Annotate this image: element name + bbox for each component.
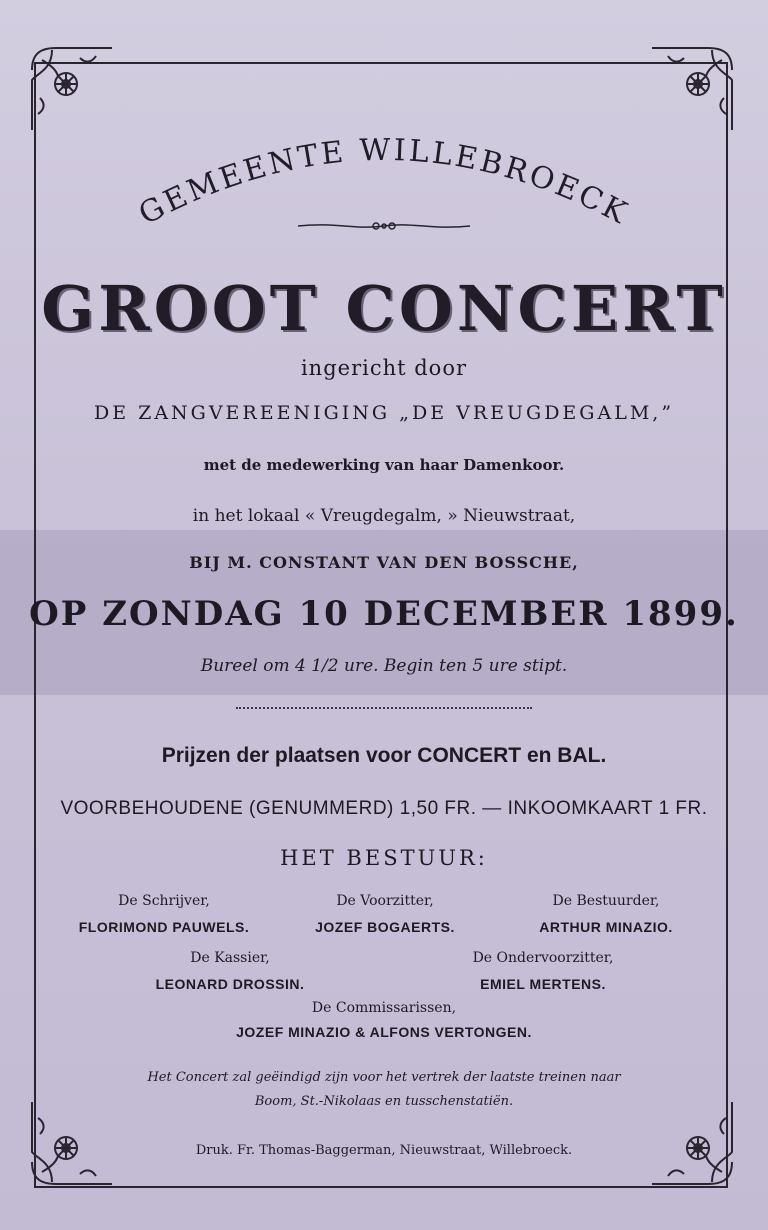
event-date: OP ZONDAG 10 DECEMBER 1899.	[29, 594, 739, 634]
venue-line: in het lokaal « Vreugdegalm, » Nieuwstraat,	[192, 506, 576, 526]
society-name: DE ZANGVEREENIGING „DE VREUGDEGALM,”	[93, 402, 675, 424]
ornament-divider-icon	[296, 218, 472, 234]
dotted-separator	[236, 707, 532, 709]
board-member-name: JOZEF BOGAERTS.	[315, 919, 455, 935]
host-line: BIJ M. CONSTANT VAN DEN BOSSCHE,	[189, 553, 579, 572]
board-role: De Ondervoorzitter,	[472, 950, 614, 966]
prices-line: VOORBEHOUDENE (GENUMMERD) 1,50 FR. — INKOOMKAART 1 FR.	[60, 798, 708, 819]
board-member-name: JOZEF MINAZIO & ALFONS VERTONGEN.	[236, 1024, 532, 1040]
prices-heading: Prijzen der plaatsen voor CONCERT en BAL.	[161, 744, 607, 767]
board-role: De Kassier,	[190, 950, 270, 966]
organised-by: ingericht door	[300, 356, 468, 380]
board-role: De Schrijver,	[118, 893, 210, 909]
municipality-heading	[100, 100, 668, 260]
board-member-name: LEONARD DROSSIN.	[155, 976, 305, 992]
train-note: Het Concert zal geëindigd zijn voor het vertrek der laatste treinen naar	[147, 1070, 621, 1085]
board-member-name: FLORIMOND PAUWELS.	[78, 919, 250, 935]
printer-credit: Druk. Fr. Thomas-Baggerman, Nieuwstraat, Willebroeck.	[195, 1143, 573, 1158]
train-note: Boom, St.-Nikolaas en tusschenstatiën.	[254, 1094, 514, 1109]
municipality-text: GEMEENTE WILLEBROECK	[133, 132, 635, 233]
board-heading: HET BESTUUR:	[280, 846, 488, 870]
board-role: De Commissarissen,	[311, 1000, 457, 1016]
board-member-name: EMIEL MERTENS.	[480, 976, 606, 992]
poster-title: GROOT CONCERT	[41, 272, 727, 345]
board-role: De Bestuurder,	[552, 893, 660, 909]
board-role: De Voorzitter,	[336, 893, 434, 909]
event-times: Bureel om 4 1/2 ure. Begin ten 5 ure stipt.	[200, 656, 568, 676]
board-member-name: ARTHUR MINAZIO.	[539, 919, 673, 935]
cooperation-line: met de medewerking van haar Damenkoor.	[203, 456, 565, 474]
